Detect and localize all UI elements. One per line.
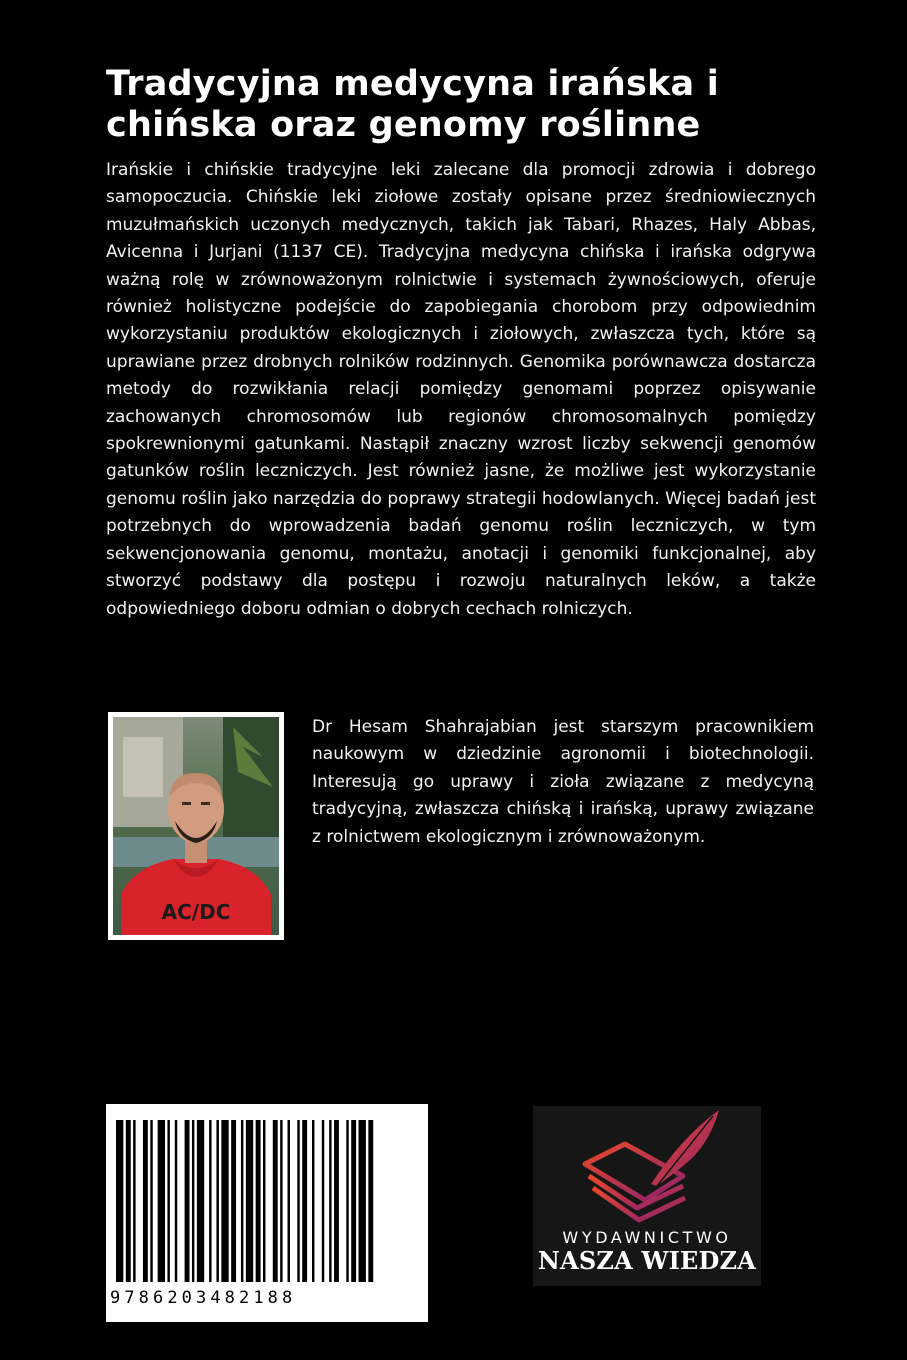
barcode-bar — [359, 1120, 366, 1282]
book-title — [106, 64, 826, 146]
barcode-bar — [126, 1120, 131, 1282]
barcode-bar — [273, 1120, 278, 1282]
barcode-bar — [209, 1120, 211, 1282]
book-title-line-2: chińska oraz genomy roślinne — [106, 105, 701, 145]
barcode-digits: 9786203482188 — [110, 1288, 297, 1308]
barcode-bar — [351, 1120, 356, 1282]
barcode-bar — [368, 1120, 373, 1282]
publisher-logo — [533, 1106, 761, 1286]
barcode-bar — [143, 1120, 148, 1282]
barcode-bar — [346, 1120, 348, 1282]
author-bio: Dr Hesam Shahrajabian jest starszym pracownikiem naukowym w dziedzinie agronomii i biotechnologii. Interesują go uprawy i zioła związane z medycyną tradycyjną, zwłaszcza chińską i irańską, uprawy związane z rolnictwem ekologicznym i zrównoważonym. — [312, 717, 814, 847]
book-title-line-1: Tradycyjna medycyna irańska i — [106, 64, 719, 104]
barcode-bar — [302, 1120, 307, 1282]
publisher-label: WYDAWNICTWO — [562, 1228, 732, 1247]
barcode-bar — [197, 1120, 204, 1282]
barcode-bar — [150, 1120, 152, 1282]
barcode-bar — [241, 1120, 243, 1282]
barcode-bar — [288, 1120, 290, 1282]
barcode-bar — [133, 1120, 135, 1282]
barcode-bar — [329, 1120, 331, 1282]
barcode-bar — [185, 1120, 190, 1282]
book-quill-icon — [533, 1106, 761, 1226]
barcode-bar — [116, 1120, 123, 1282]
barcode-bar — [280, 1120, 282, 1282]
barcode-bar — [167, 1120, 169, 1282]
barcode-bar — [216, 1120, 218, 1282]
barcode-bar — [256, 1120, 261, 1282]
barcode-bar — [158, 1120, 165, 1282]
barcode-bar — [192, 1120, 194, 1282]
barcode-bar — [322, 1120, 324, 1282]
barcode-bar — [246, 1120, 253, 1282]
barcode-bar — [221, 1120, 228, 1282]
barcode-bar — [297, 1120, 299, 1282]
shirt-logo-text: AC/DC — [161, 900, 231, 924]
barcode-bar — [334, 1120, 339, 1282]
author-portrait-image — [113, 717, 279, 935]
barcode-bar — [312, 1120, 314, 1282]
isbn-barcode — [106, 1104, 428, 1322]
barcode-bar — [231, 1120, 236, 1282]
publisher-name: NASZA WIEDZA — [537, 1246, 757, 1275]
barcode-bar — [175, 1120, 177, 1282]
barcode-bar — [263, 1120, 265, 1282]
author-photo — [108, 712, 284, 940]
book-description: Irańskie i chińskie tradycyjne leki zalecane dla promocji zdrowia i dobrego samopoczucia. Chińskie leki ziołowe zostały opisane przez średniowiecznych muzułmańskich uczonych medycznych, takich jak Tabari, Rhazes, Haly Abbas, Avicenna i Jurjani (1137 CE). Tradycyjna medycyna chińska i irańska odgrywa ważną rolę w zrównoważonym rolnictwie i systemach żywnościowych, oferuje również holistyczne podejście do zapobiegania chorobom przy odpowiednim wykorzystaniu produktów ekologicznych i ziołowych, zwłaszcza tych, które są uprawiane przez drobnych rolników rodzinnych. Genomika porównawcza dostarcza metody do rozwikłania relacji pomiędzy genomami poprzez opisywanie zachowanych chromosomów lub regionów chromosomalnych pomiędzy spokrewnionymi gatunkami. Nastąpił znaczny wzrost liczby sekwencji genomów gatunków roślin leczniczych. Jest również jasne, że możliwe jest wykorzystanie genomu roślin jako narzędzia do poprawy strategii hodowlanych. Więcej badań jest potrzebnych do wprowadzenia badań genomu roślin leczniczych, w tym sekwencjonowania genomu, montażu, anotacji i genomiki funkcjonalnej, aby stworzyć podstawy dla postępu i rozwoju naturalnych leków, a także odpowiedniego doboru odmian o dobrych cechach rolniczych. — [106, 160, 816, 619]
